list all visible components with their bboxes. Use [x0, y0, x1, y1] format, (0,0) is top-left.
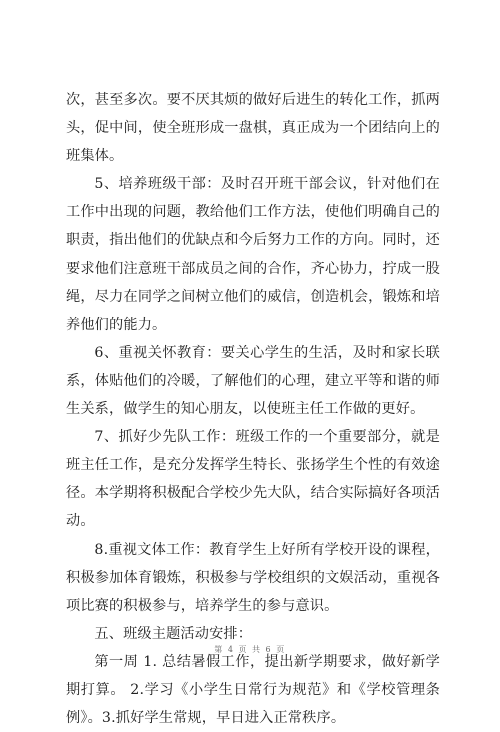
paragraph-item-8: 8.重视文体工作：教育学生上好所有学校开设的课程，积极参加体育锻炼，积极参与学校组织的文娱活动，重视各项比赛的积极参与，培养学生的参与意识。	[66, 541, 440, 614]
paragraph-week-one: 第一周 1. 总结暑假工作，提出新学期要求，做好新学期打算。 2.学习《小学生日常行为规范》和《学校管理条例》。3.抓好学生常规，早日进入正常秩序。	[66, 653, 440, 727]
document-body	[66, 86, 440, 732]
section-heading: 五、班级主题活动安排：	[94, 625, 253, 642]
page-number-footer: 第 4 页 共 6 页	[214, 645, 286, 654]
paragraph-item-7: 7、抓好少先队工作：班级工作的一个重要部分，就是班主任工作，是充分发挥学生特长、张扬学生个性的有效途径。本学期将积极配合学校少先大队，结合实际搞好各项活动。	[66, 429, 440, 530]
paragraph-continuation: 次，甚至多次。要不厌其烦的做好后进生的转化工作，抓两头，促中间，使全班形成一盘棋，真正成为一个团结向上的班集体。	[66, 92, 440, 165]
paragraph-item-5: 5、培养班级干部：及时召开班干部会议，针对他们在工作中出现的问题，教给他们工作方法，使他们明确自己的职责，指出他们的优缺点和今后努力工作的方向。同时，还要求他们注意班干部成员之间的合作，齐心协力，拧成一股绳，尽力在同学之间树立他们的威信，创造机会，锻炼和培养他们的能力。	[66, 176, 440, 333]
paragraph-item-6: 6、重视关怀教育：要关心学生的生活，及时和家长联系，体贴他们的冷暖，了解他们的心理，建立平等和谐的师生关系，做学生的知心朋友，以使班主任工作做的更好。	[66, 344, 440, 418]
